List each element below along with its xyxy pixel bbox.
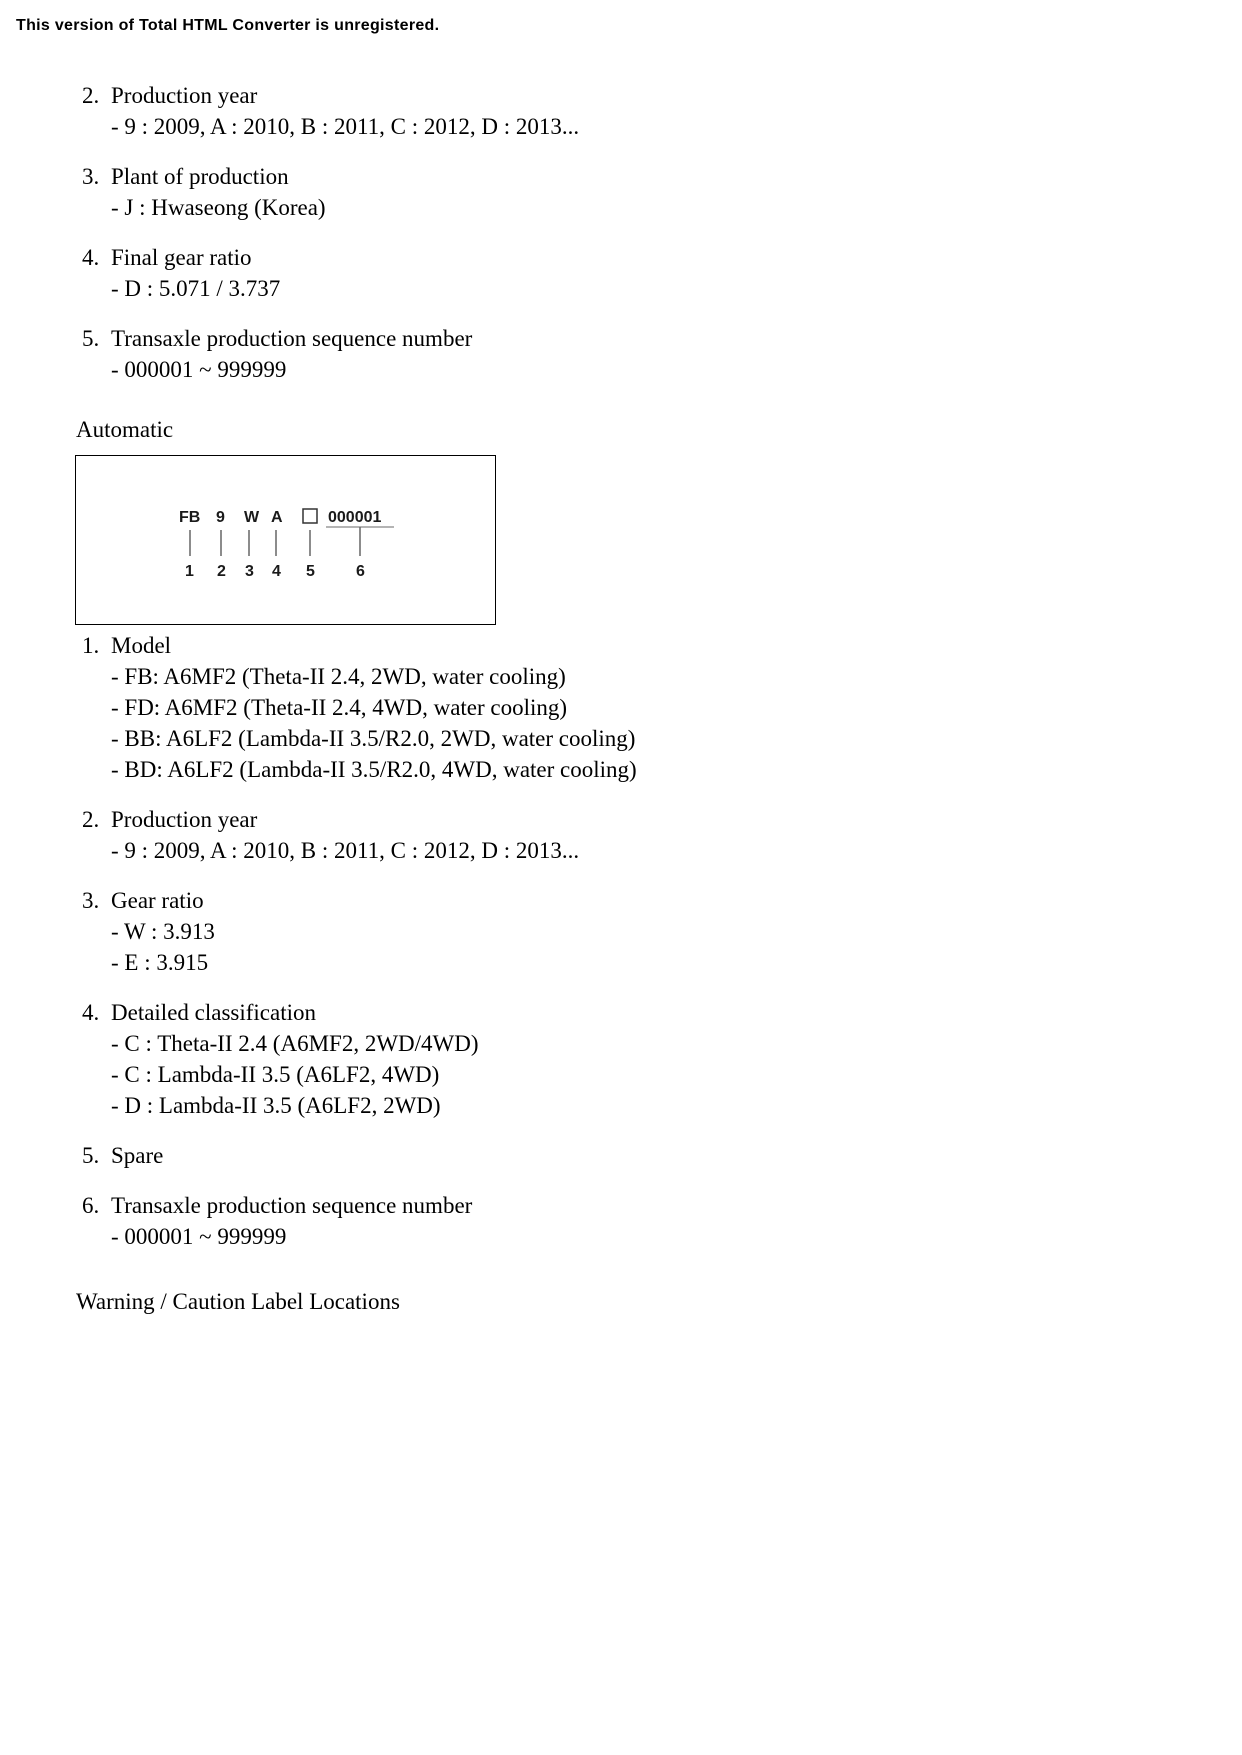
- item-detail: - 000001 ~ 999999: [111, 1224, 287, 1249]
- item-title: Final gear ratio: [111, 245, 252, 270]
- item-detail: - FD: A6MF2 (Theta-II 2.4, 4WD, water cooling): [111, 695, 568, 720]
- unregistered-banner: This version of Total HTML Converter is unregistered.: [16, 17, 440, 34]
- list-item: [0, 323, 1100, 385]
- diagram-num-3: 3: [245, 563, 254, 580]
- item-number: 2.: [82, 83, 100, 108]
- item-number: 3.: [82, 164, 100, 189]
- list-item: [0, 1140, 1100, 1171]
- item-title: Production year: [111, 83, 258, 108]
- item-detail: - J : Hwaseong (Korea): [111, 195, 326, 220]
- item-detail: - C : Lambda-II 3.5 (A6LF2, 4WD): [111, 1062, 440, 1087]
- item-detail: - E : 3.915: [111, 950, 209, 975]
- item-detail: - BD: A6LF2 (Lambda-II 3.5/R2.0, 4WD, water cooling): [111, 757, 637, 782]
- code-classification: A: [271, 509, 283, 526]
- item-body: [111, 997, 1100, 1121]
- list-item: [0, 997, 1100, 1121]
- list-item: [0, 630, 1100, 785]
- item-detail: - C : Theta-II 2.4 (A6MF2, 2WD/4WD): [111, 1031, 479, 1056]
- item-body: [111, 630, 1100, 785]
- item-title: Gear ratio: [111, 888, 204, 913]
- list-item: [0, 804, 1100, 866]
- item-title: Spare: [111, 1143, 164, 1168]
- list-item: [0, 885, 1100, 978]
- spare-box: [303, 509, 317, 523]
- item-detail: - D : 5.071 / 3.737: [111, 276, 281, 301]
- item-title: Transaxle production sequence number: [111, 326, 473, 351]
- list-item: [0, 242, 1100, 304]
- item-title: Model: [111, 633, 172, 658]
- item-number: 2.: [82, 807, 100, 832]
- code-gear-ratio: W: [244, 509, 260, 526]
- item-number: 4.: [82, 245, 100, 270]
- warning-heading: Warning / Caution Label Locations: [76, 1289, 400, 1314]
- item-title: Detailed classification: [111, 1000, 317, 1025]
- diagram-num-1: 1: [185, 563, 194, 580]
- item-detail: - 9 : 2009, A : 2010, B : 2011, C : 2012, D : 2013...: [111, 838, 580, 863]
- item-detail: - 000001 ~ 999999: [111, 357, 287, 382]
- manual-transaxle-list: [0, 80, 1100, 404]
- item-number: 5.: [82, 326, 100, 351]
- item-detail: - 9 : 2009, A : 2010, B : 2011, C : 2012, D : 2013...: [111, 114, 580, 139]
- diagram-num-2: 2: [217, 563, 226, 580]
- item-body: [111, 80, 1100, 142]
- code-sequence: 000001: [328, 509, 382, 526]
- code-diagram-svg: [76, 456, 497, 626]
- item-number: 1.: [82, 633, 100, 658]
- automatic-transaxle-list: [0, 630, 1100, 1271]
- item-detail: - D : Lambda-II 3.5 (A6LF2, 2WD): [111, 1093, 441, 1118]
- list-item: [0, 80, 1100, 142]
- code-model: FB: [179, 509, 201, 526]
- item-title: Plant of production: [111, 164, 289, 189]
- diagram-num-5: 5: [306, 563, 315, 580]
- item-body: [111, 242, 1100, 304]
- item-title: Transaxle production sequence number: [111, 1193, 473, 1218]
- item-detail: - W : 3.913: [111, 919, 215, 944]
- item-detail: - BB: A6LF2 (Lambda-II 3.5/R2.0, 2WD, water cooling): [111, 726, 636, 751]
- item-body: [111, 885, 1100, 978]
- item-body: [111, 804, 1100, 866]
- transaxle-code-diagram: [75, 455, 496, 625]
- list-item: [0, 1190, 1100, 1252]
- list-item: [0, 161, 1100, 223]
- item-number: 5.: [82, 1143, 100, 1168]
- diagram-num-4: 4: [272, 563, 281, 580]
- item-body: [111, 161, 1100, 223]
- item-number: 6.: [82, 1193, 100, 1218]
- item-body: [111, 1140, 1100, 1171]
- item-body: [111, 1190, 1100, 1252]
- item-number: 3.: [82, 888, 100, 913]
- automatic-heading: Automatic: [76, 417, 174, 442]
- code-year: 9: [216, 509, 225, 526]
- item-body: [111, 323, 1100, 385]
- item-detail: - FB: A6MF2 (Theta-II 2.4, 2WD, water cooling): [111, 664, 566, 689]
- diagram-num-6: 6: [356, 563, 365, 580]
- item-number: 4.: [82, 1000, 100, 1025]
- item-title: Production year: [111, 807, 258, 832]
